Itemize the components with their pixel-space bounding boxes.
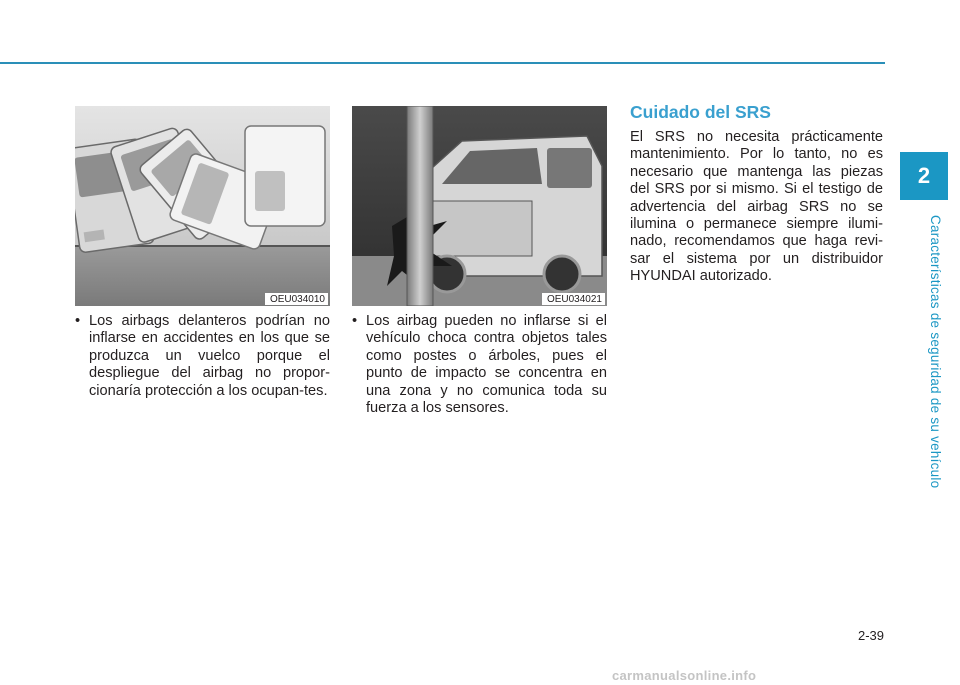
bullet-rollover [75, 313, 330, 400]
section-title: Cuidado del SRS [630, 102, 771, 122]
bullet-text: Los airbag pueden no inflarse si el vehículo choca contra objetos tales como postes o árboles, pues el punto de impacto se concentra en una zona y no comunica toda su fuerza a los sensores. [366, 313, 607, 417]
figure-code: OEU034021 [542, 293, 605, 305]
page-number: 2-39 [858, 628, 885, 643]
figure-rollover [75, 106, 330, 306]
bullet-pole-collision [352, 313, 607, 417]
van-rollover-illustration [75, 106, 330, 306]
bullet-symbol: • [352, 313, 358, 329]
section-body: El SRS no necesita prácticamente mantenimiento. Por lo tanto, no es necesario que mantenga las piezas del SRS por si mismo. Si el testigo de advertencia del airbag SRS no se ilumina o permanece siempre ilumi-nado, recomendamos que haga revi-sar el sistema por un distribuidor HYUNDAI autorizado. [630, 129, 883, 285]
header-rule [0, 62, 885, 64]
chapter-title: Características de seguridad de su vehículo [928, 215, 943, 489]
figure-code: OEU034010 [265, 293, 328, 305]
bullet-symbol: • [75, 313, 81, 329]
bullet-text: Los airbags delanteros podrían no inflarse en accidentes en los que se produzca un vuelco porque el despliegue del airbag no propor-cionaría protección a los ocupan-tes. [89, 313, 330, 399]
figure-pole-collision [352, 106, 607, 306]
chapter-number-tab: 2 [900, 152, 948, 200]
van-pole-collision-illustration [352, 106, 607, 306]
watermark: carmanualsonline.info [612, 668, 757, 683]
